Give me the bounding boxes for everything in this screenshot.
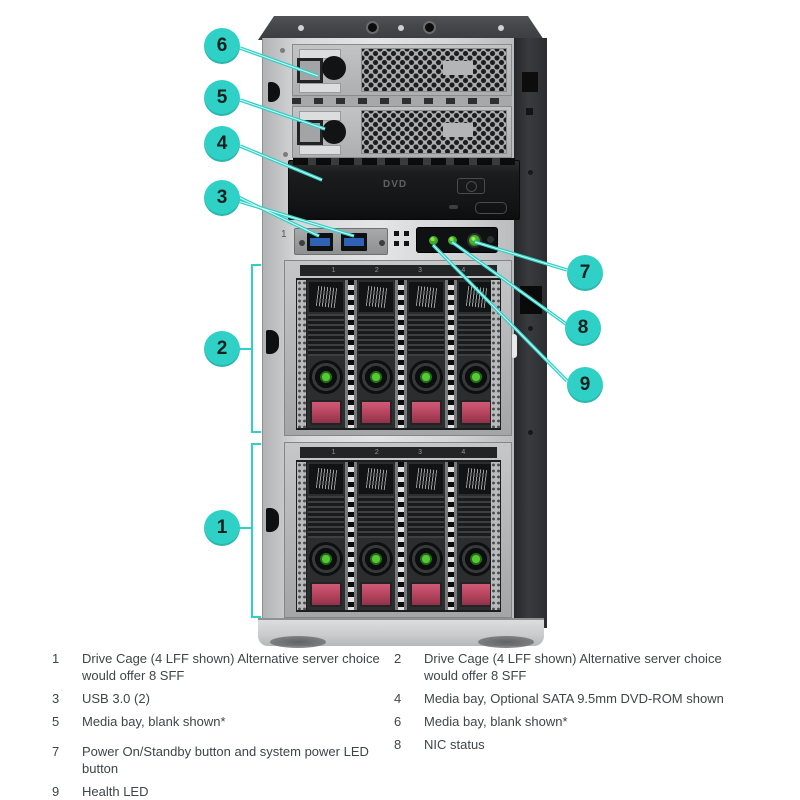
drive-handle <box>459 542 493 576</box>
callout-2: 2 <box>204 331 240 367</box>
drive-vents <box>358 496 394 538</box>
callout-9: 9 <box>567 367 603 403</box>
callout-6: 6 <box>204 28 240 64</box>
blank-thumb-hole <box>322 56 346 80</box>
side-screw <box>528 430 533 435</box>
legend-item-3 <box>52 690 392 707</box>
drive-vents <box>308 314 344 356</box>
drive-release-latch <box>460 582 492 607</box>
tower-base <box>258 618 544 646</box>
drive-vents <box>458 496 494 538</box>
drive-label <box>459 282 493 312</box>
legend-item-2 <box>394 650 724 684</box>
drive-release-latch <box>360 582 392 607</box>
legend-text: Health LED <box>82 784 149 799</box>
legend-number: 1 <box>52 651 60 666</box>
dvd-logo: DVD <box>383 179 408 190</box>
tower-foot <box>478 636 534 648</box>
cage-separator <box>445 462 457 610</box>
bezel-screw <box>498 25 504 31</box>
drive-handle <box>359 360 393 394</box>
side-screw <box>528 170 533 175</box>
side-hole <box>526 108 533 115</box>
legend-column-right <box>394 650 724 759</box>
callout-5: 5 <box>204 80 240 116</box>
panel-screw <box>487 236 494 243</box>
legend-number: 9 <box>52 784 60 799</box>
drive-release-latch <box>460 400 492 425</box>
drive-vents <box>458 314 494 356</box>
cage-rail <box>491 280 500 428</box>
tower-top-bezel <box>258 16 544 40</box>
drive-vents <box>358 314 394 356</box>
callout-1: 1 <box>204 510 240 546</box>
legend-column-left <box>52 650 392 800</box>
bay-number-strip <box>300 447 497 458</box>
module-screw <box>299 240 305 246</box>
drive-cage-upper <box>284 260 512 436</box>
bay-number: 1 <box>331 267 336 274</box>
drive-tray <box>357 280 395 428</box>
bezel-hole <box>366 21 379 34</box>
power-led-panel <box>416 227 498 253</box>
drive-tray <box>457 462 495 610</box>
drive-label <box>409 464 443 494</box>
vent-dot <box>394 241 399 246</box>
dvd-activity-led <box>449 205 458 209</box>
legend-text: NIC status <box>424 737 485 752</box>
power-button <box>469 235 480 246</box>
legend-item-5 <box>52 713 392 730</box>
legend-text: Power On/Standby button and system power LED button <box>82 744 369 776</box>
media-bay-blank-6 <box>292 44 512 96</box>
cage-interior <box>296 278 501 430</box>
drive-handle <box>359 542 393 576</box>
legend-number: 7 <box>52 744 60 759</box>
nic-status-led <box>448 236 457 245</box>
drive-label <box>459 464 493 494</box>
usb-ports-module <box>294 228 388 255</box>
bracket-1 <box>239 444 261 617</box>
drive-release-latch <box>310 582 342 607</box>
side-port-cutout <box>520 286 542 314</box>
cage-rail <box>491 462 500 610</box>
legend-item-1 <box>52 650 392 684</box>
chassis-cutout <box>266 330 279 354</box>
legend-text: USB 3.0 (2) <box>82 691 150 706</box>
chassis-cutout <box>266 508 279 532</box>
drive-label <box>309 282 343 312</box>
side-screw <box>528 326 533 331</box>
bracket-2 <box>239 265 261 432</box>
drive-release-latch <box>410 582 442 607</box>
drive-tray <box>407 462 445 610</box>
bay-number: 4 <box>461 267 466 274</box>
tower-foot <box>270 636 326 648</box>
drive-label <box>309 464 343 494</box>
bay-number: 1 <box>331 449 336 456</box>
callout-7: 7 <box>567 255 603 291</box>
drive-label <box>359 464 393 494</box>
dvd-top-notches <box>293 158 515 165</box>
legend-text: Media bay, Optional SATA 9.5mm DVD-ROM shown <box>424 691 724 706</box>
drive-release-latch <box>410 400 442 425</box>
callout-4: 4 <box>204 126 240 162</box>
drive-vents <box>408 314 444 356</box>
drive-cage-lower <box>284 442 512 618</box>
bay-number: 3 <box>418 267 423 274</box>
drive-tray <box>407 280 445 428</box>
chassis-print-mark: 1 <box>281 229 287 240</box>
blank-vent-mesh <box>361 110 507 154</box>
usb3-port-2 <box>341 233 367 251</box>
drive-vents <box>408 496 444 538</box>
blank-tab <box>299 83 341 93</box>
cage-separator <box>345 280 357 428</box>
bay-number-strip <box>300 265 497 276</box>
side-cutout <box>522 72 538 92</box>
drive-label <box>359 282 393 312</box>
face-screw <box>283 152 288 157</box>
legend-item-6 <box>394 713 724 730</box>
vent-dot <box>394 231 399 236</box>
cage-interior <box>296 460 501 612</box>
legend-item-8 <box>394 736 724 753</box>
legend-number: 3 <box>52 691 60 706</box>
legend-number: 5 <box>52 714 60 729</box>
drive-handle <box>459 360 493 394</box>
bay-number: 2 <box>374 267 379 274</box>
legend-number: 4 <box>394 691 402 706</box>
drive-handle <box>309 360 343 394</box>
legend-text: Drive Cage (4 LFF shown) Alternative server choice would offer 8 SFF <box>424 651 722 683</box>
cage-separator <box>445 280 457 428</box>
dvd-eject-button <box>475 202 507 214</box>
blank-vent-mesh <box>361 48 507 92</box>
mesh-gap <box>443 61 473 75</box>
health-led <box>429 236 438 245</box>
drive-tray <box>307 462 345 610</box>
bay-number: 2 <box>374 449 379 456</box>
cage-separator <box>395 462 407 610</box>
drive-release-latch <box>360 400 392 425</box>
callout-3: 3 <box>204 180 240 216</box>
tower-side-panel <box>514 38 547 628</box>
drive-handle <box>409 542 443 576</box>
bezel-screw <box>298 25 304 31</box>
drive-label <box>409 282 443 312</box>
legend-text: Drive Cage (4 LFF shown) Alternative server choice would offer 8 SFF <box>82 651 380 683</box>
bezel-screw <box>398 25 404 31</box>
legend-item-9 <box>52 783 392 800</box>
legend-item-4 <box>394 690 724 707</box>
cage-rail <box>297 280 306 428</box>
bay-number: 4 <box>461 449 466 456</box>
blank-latch <box>297 58 323 83</box>
bay-number: 3 <box>418 449 423 456</box>
usb3-port-1 <box>307 233 333 251</box>
legend-text: Media bay, blank shown* <box>82 714 226 729</box>
module-screw <box>379 240 385 246</box>
drive-tray <box>357 462 395 610</box>
mesh-gap <box>443 123 473 137</box>
cage-separator <box>395 280 407 428</box>
drive-handle <box>309 542 343 576</box>
vent-dot <box>404 241 409 246</box>
blank-latch <box>297 120 323 145</box>
drive-tray <box>307 280 345 428</box>
drive-tray <box>457 280 495 428</box>
dvd-drive <box>288 160 520 220</box>
drive-handle <box>409 360 443 394</box>
bay-divider <box>292 96 512 106</box>
bezel-hole <box>423 21 436 34</box>
legend-number: 2 <box>394 651 402 666</box>
face-screw <box>280 48 285 53</box>
media-bay-blank-5 <box>292 106 512 158</box>
vent-dot <box>404 231 409 236</box>
cd-logo-icon <box>457 178 485 194</box>
legend-item-7 <box>52 743 392 777</box>
blank-thumb-hole <box>322 120 346 144</box>
drive-vents <box>308 496 344 538</box>
cage-separator <box>345 462 357 610</box>
legend-text: Media bay, blank shown* <box>424 714 568 729</box>
drive-release-latch <box>310 400 342 425</box>
cage-rail <box>297 462 306 610</box>
legend-number: 8 <box>394 737 402 752</box>
callout-8: 8 <box>565 310 601 346</box>
legend-number: 6 <box>394 714 402 729</box>
blank-tab <box>299 145 341 155</box>
